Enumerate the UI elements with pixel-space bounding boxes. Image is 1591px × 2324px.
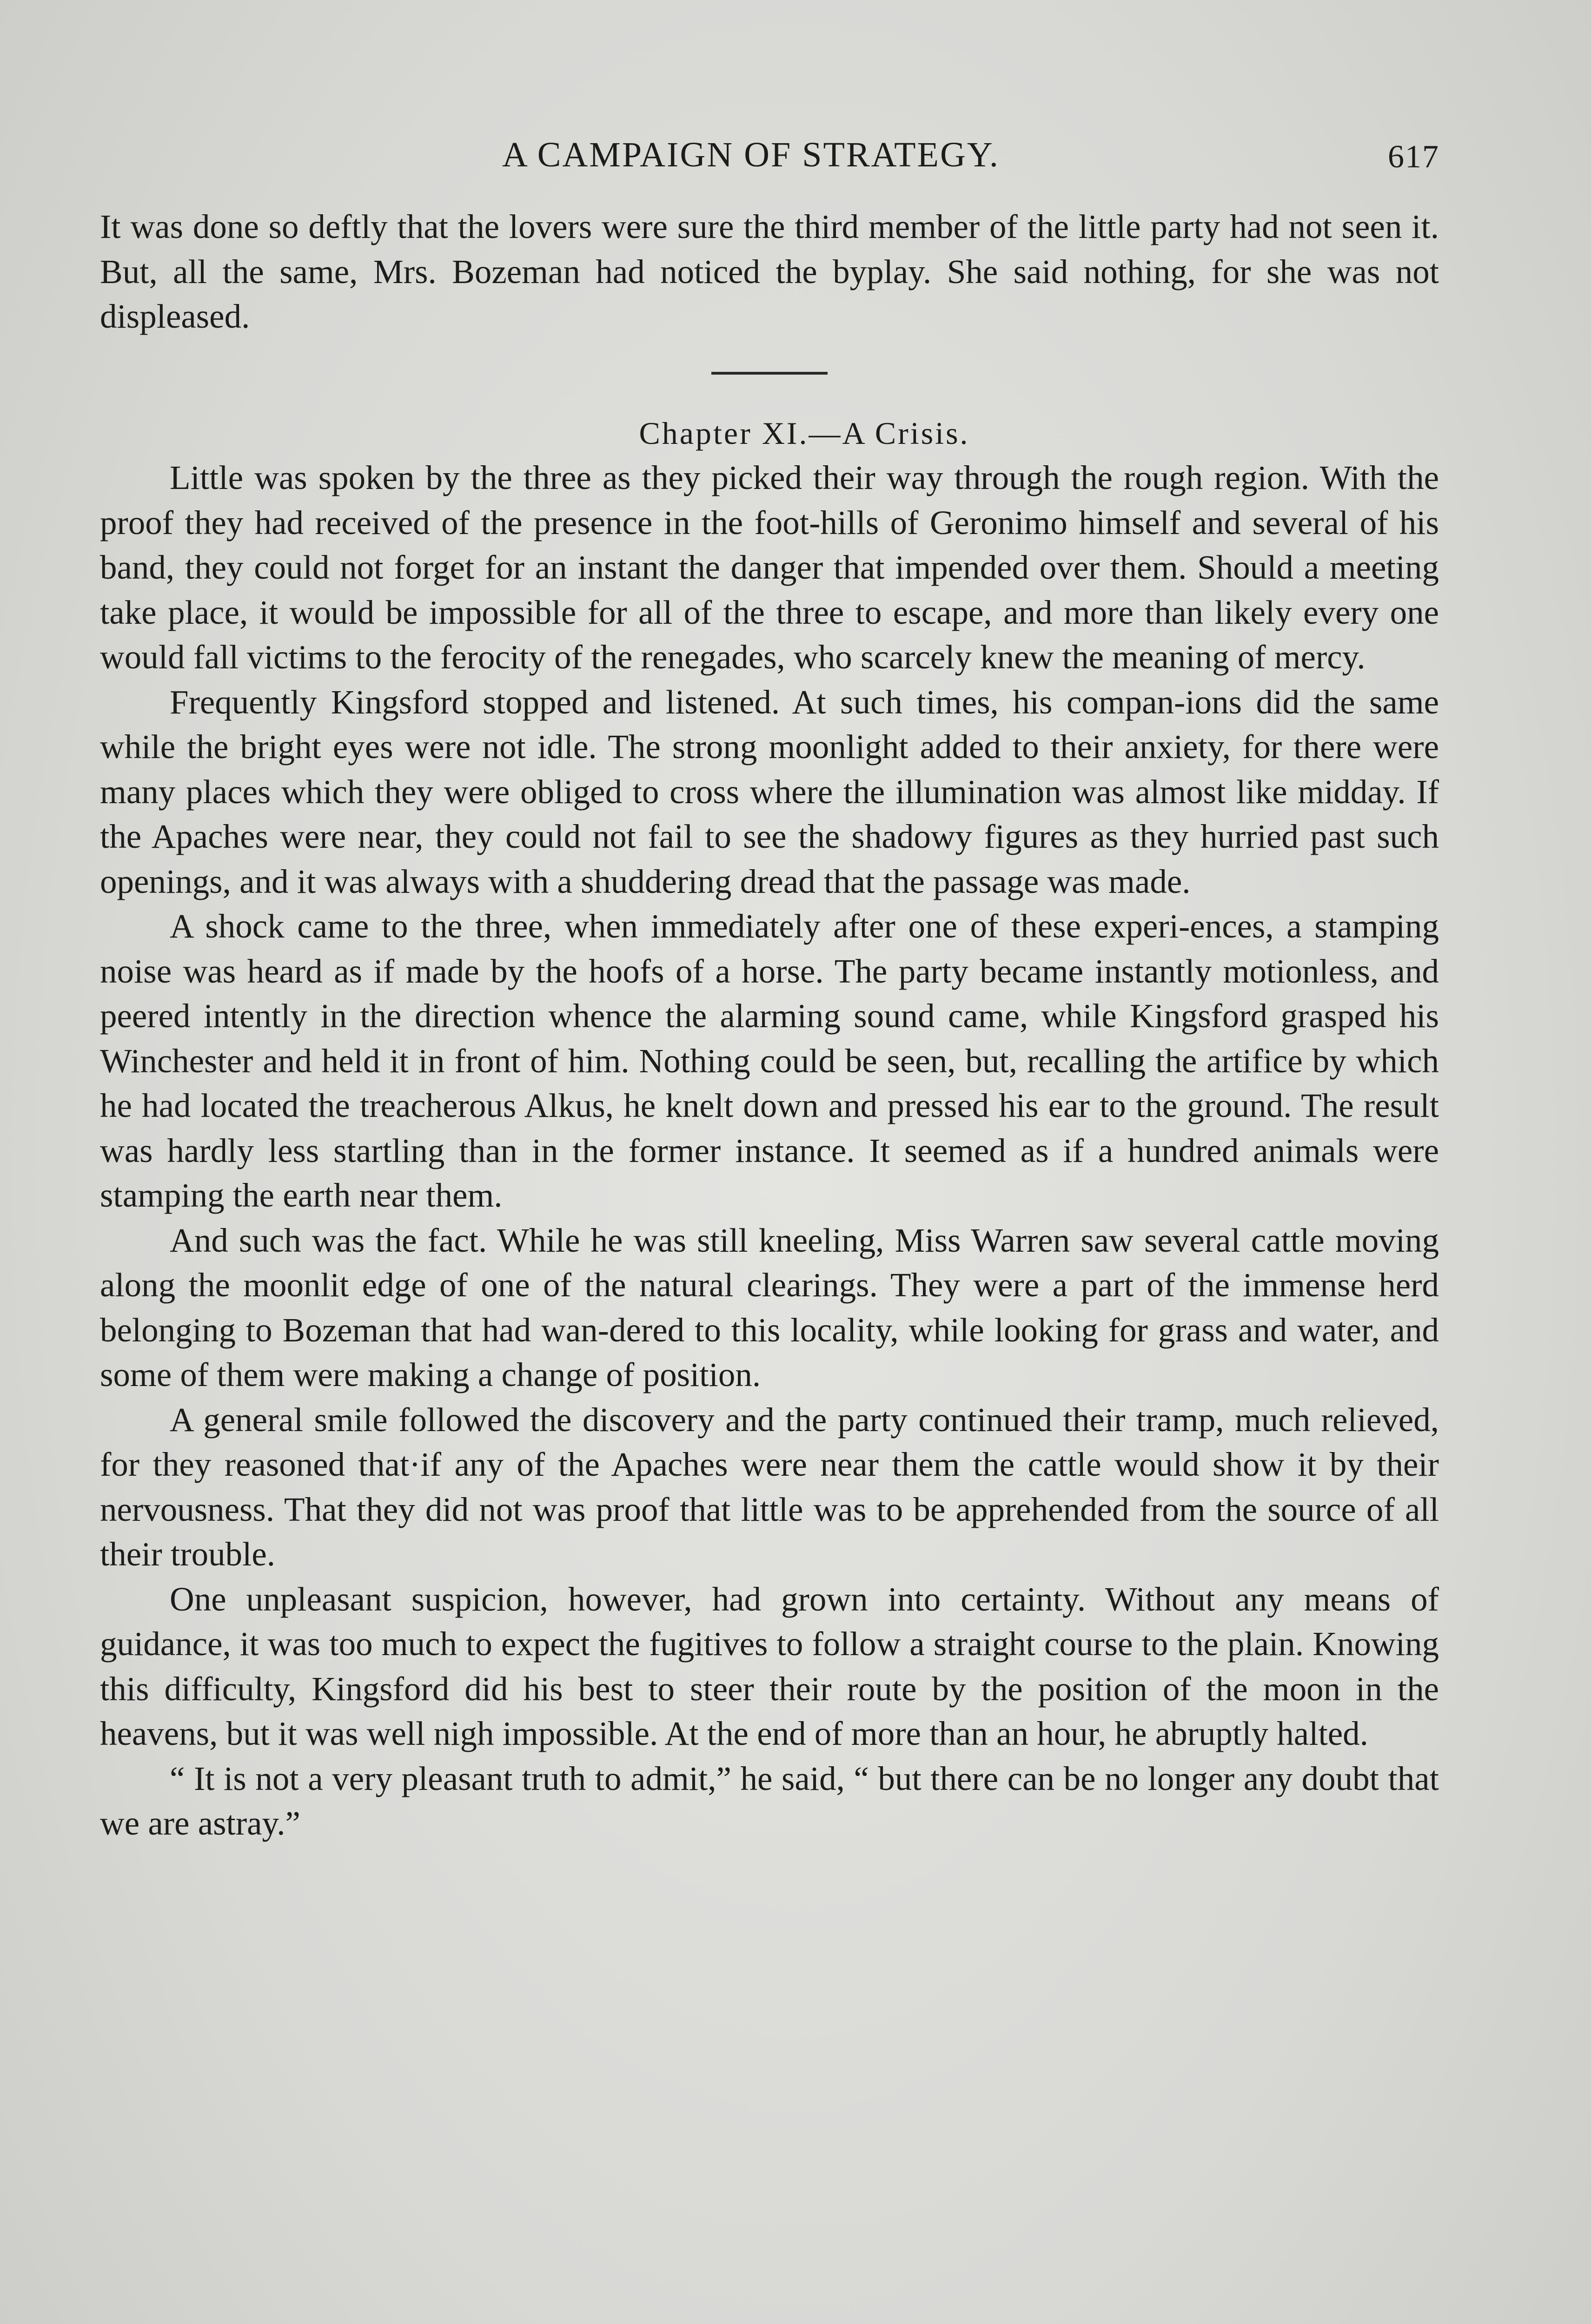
section-divider xyxy=(711,372,828,375)
chapter-heading: Chapter XI.—A Crisis. xyxy=(639,415,970,451)
page-number: 617 xyxy=(1388,139,1439,175)
paragraph: Frequently Kingsford stopped and listened. At such times, his compan-ions did the same while the bright eyes were not idle. The strong moonlight added to their anxiety, for there were many places which they were obliged to cross where the illumination was almost like midday. If the Apaches were near, they could not fail to see the shadowy figures as they hurried past such openings, and it was always with a shuddering dread that the passage was made. xyxy=(100,683,1439,900)
paragraph: One unpleasant suspicion, however, had grown into certainty. Without any means of guidance, it was too much to expect the fugitives to follow a straight course to the plain. Knowing this difficulty, Kingsford did his best to steer their route by the position of the moon in the heavens, but it was well nigh impossible. At the end of more than an hour, he abruptly halted. xyxy=(100,1580,1439,1752)
paragraph: A shock came to the three, when immediately after one of these experi-ences, a stamping noise was heard as if made by the hoofs of a horse. The party became instantly motionless, and peered intently in the direction whence the alarming sound came, while Kingsford grasped his Winchester and held it in front of him. Nothing could be seen, but, recalling the artifice by which he had located the treacherous Alkus, he knelt down and pressed his ear to the ground. The result was hardly less startling than in the former instance. It seemed as if a hundred animals were stamping the earth near them. xyxy=(100,907,1439,1214)
paragraph: A general smile followed the discovery and the party continued their tramp, much relieved, for they reasoned that·if any of the Apaches were near them the cattle would show it by their nervousness. That they did not was proof that little was to be apprehended from the source of all their trouble. xyxy=(100,1400,1439,1573)
paragraph: Little was spoken by the three as they picked their way through the rough region. With the proof they had received of the presence in the foot-hills of Geronimo himself and several of his band, they could not forget for an instant the danger that impended over them. Should a meeting take place, it would be impossible for all of the three to escape, and more than likely every one would fall victims to the ferocity of the renegades, who scarcely knew the meaning of mercy. xyxy=(100,459,1439,676)
running-head xyxy=(0,135,1591,186)
running-title: A CAMPAIGN OF STRATEGY. xyxy=(502,135,1000,174)
paragraph: “ It is not a very pleasant truth to admit,” he said, “ but there can be no longer any doubt that we are astray.” xyxy=(100,1759,1439,1842)
paragraph: And such was the fact. While he was still kneeling, Miss Warren saw several cattle moving along the moonlit edge of one of the natural clearings. They were a part of the immense herd belonging to Bozeman that had wan-dered to this locality, while looking for grass and water, and some of them were making a change of position. xyxy=(100,1221,1439,1393)
body-text xyxy=(100,205,1439,1846)
intro-paragraph: It was done so deftly that the lovers were sure the third member of the little party had not seen it. But, all the same, Mrs. Bozeman had noticed the byplay. She said nothing, for she was not displeased. xyxy=(100,208,1439,335)
